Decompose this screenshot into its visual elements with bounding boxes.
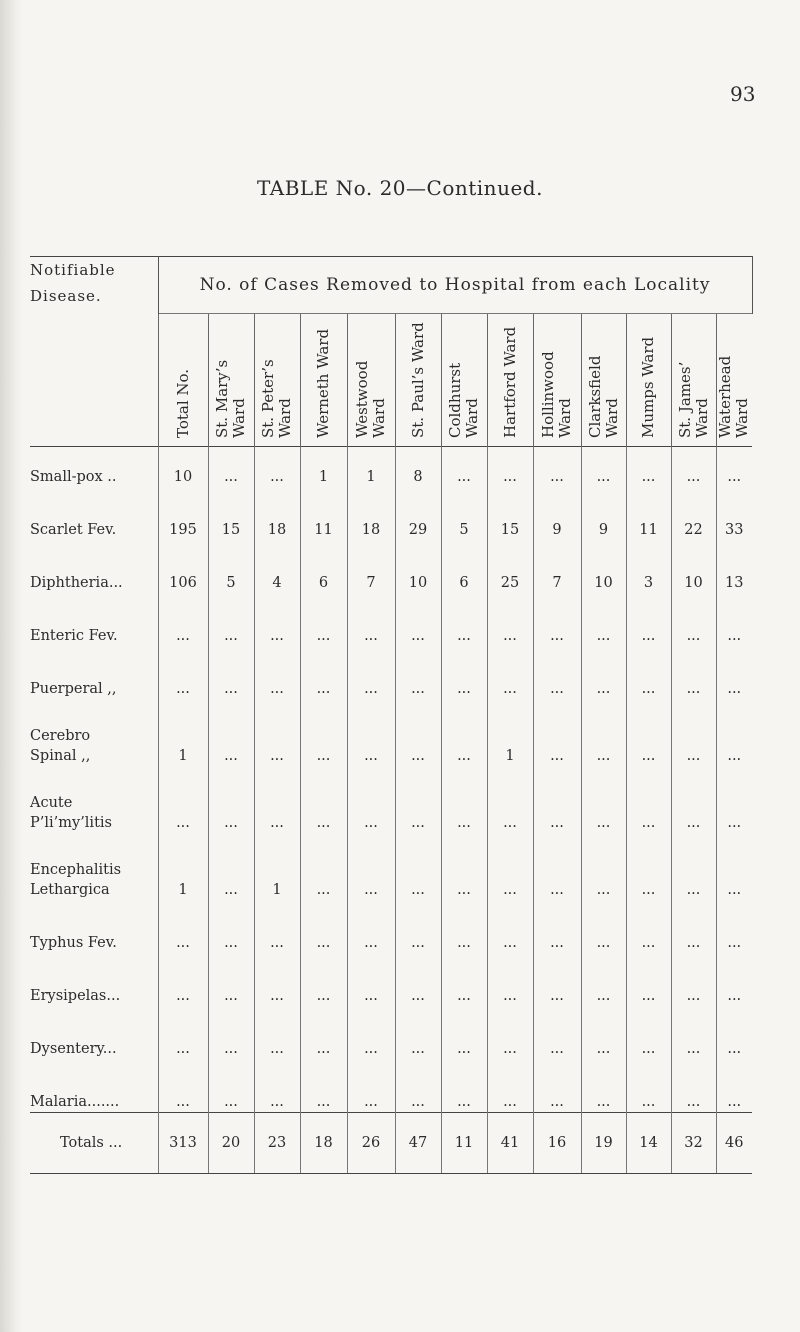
locality-header: No. of Cases Removed to Hospital from each Locality xyxy=(158,257,752,314)
cell-value: ... xyxy=(581,593,626,646)
column-header-label: Werneth Ward xyxy=(314,328,332,438)
table-row xyxy=(30,540,752,593)
cell-value: ... xyxy=(671,833,716,900)
cell-value: ... xyxy=(671,953,716,1006)
cell-value: ... xyxy=(158,1006,208,1059)
cell-value: ... xyxy=(441,593,487,646)
cell-value: ... xyxy=(671,900,716,953)
cell-value: ... xyxy=(671,447,716,487)
cell-value: ... xyxy=(671,593,716,646)
cell-value: ... xyxy=(208,593,254,646)
table-row xyxy=(30,487,752,540)
cell-value: ... xyxy=(395,833,441,900)
cell-value: 106 xyxy=(158,540,208,593)
column-header-label: St. Paul’s Ward xyxy=(408,322,427,438)
total-value: 18 xyxy=(300,1113,347,1174)
cell-value: ... xyxy=(626,1059,671,1113)
cell-value: ... xyxy=(487,900,533,953)
total-value: 32 xyxy=(671,1113,716,1174)
cell-value: ... xyxy=(716,953,752,1006)
cell-value: ... xyxy=(487,1006,533,1059)
cell-value: ... xyxy=(626,1006,671,1059)
cell-value: ... xyxy=(208,833,254,900)
cell-value: 7 xyxy=(533,540,581,593)
cell-value: ... xyxy=(487,953,533,1006)
cell-value: ... xyxy=(208,953,254,1006)
cell-value: ... xyxy=(716,447,752,487)
disease-name: Malaria....... xyxy=(30,1094,120,1110)
cell-value: ... xyxy=(533,593,581,646)
cell-value: ... xyxy=(300,593,347,646)
disease-name: Encephalitis Lethargica xyxy=(30,862,122,898)
cell-value: 9 xyxy=(581,487,626,540)
total-value: 47 xyxy=(395,1113,441,1174)
cell-value: ... xyxy=(533,646,581,699)
cell-value: ... xyxy=(441,833,487,900)
total-value: 14 xyxy=(626,1113,671,1174)
cell-value: ... xyxy=(254,646,300,699)
cell-value: ... xyxy=(208,900,254,953)
cell-value: ... xyxy=(487,593,533,646)
cell-value: ... xyxy=(487,1059,533,1113)
cell-value: ... xyxy=(533,1059,581,1113)
disease-name: Typhus Fev. xyxy=(30,935,117,951)
cell-value: ... xyxy=(581,953,626,1006)
cell-value: ... xyxy=(581,766,626,833)
cell-value: 18 xyxy=(347,487,395,540)
column-header-label: St. James’ Ward xyxy=(675,361,711,438)
column-header xyxy=(300,314,347,447)
cell-value: ... xyxy=(208,1006,254,1059)
cell-value: ... xyxy=(581,447,626,487)
cell-value: 3 xyxy=(626,540,671,593)
cell-value: ... xyxy=(487,833,533,900)
cell-value: ... xyxy=(716,1006,752,1059)
cell-value: ... xyxy=(533,900,581,953)
cell-value: 11 xyxy=(300,487,347,540)
cell-value: ... xyxy=(254,593,300,646)
cell-value: ... xyxy=(395,900,441,953)
cell-value: 25 xyxy=(487,540,533,593)
cell-value: ... xyxy=(626,900,671,953)
cell-value: ... xyxy=(533,766,581,833)
table-row xyxy=(30,699,752,766)
cell-value: ... xyxy=(671,646,716,699)
cell-value: ... xyxy=(158,1059,208,1113)
cell-value: 6 xyxy=(300,540,347,593)
cell-value: ... xyxy=(441,1006,487,1059)
total-value: 41 xyxy=(487,1113,533,1174)
cell-value: 10 xyxy=(158,447,208,487)
cell-value: ... xyxy=(254,1006,300,1059)
cell-value: ... xyxy=(158,593,208,646)
column-header xyxy=(208,314,254,447)
cell-value: ... xyxy=(347,900,395,953)
cell-value: ... xyxy=(716,900,752,953)
cell-value: ... xyxy=(347,593,395,646)
hospital-removals-table xyxy=(30,256,753,1174)
cell-value: ... xyxy=(254,447,300,487)
cell-value: ... xyxy=(716,646,752,699)
column-header xyxy=(626,314,671,447)
cell-value: ... xyxy=(300,699,347,766)
cell-value: ... xyxy=(716,699,752,766)
cell-value: 1 xyxy=(158,699,208,766)
table-title: TABLE No. 20—Continued. xyxy=(257,176,543,200)
cell-value: 1 xyxy=(158,833,208,900)
cell-value: ... xyxy=(254,699,300,766)
cell-value: 5 xyxy=(441,487,487,540)
disease-name: Small-pox .. xyxy=(30,469,117,485)
cell-value: ... xyxy=(441,1059,487,1113)
disease-name: Enteric Fev. xyxy=(30,628,118,644)
table-row xyxy=(30,1006,752,1059)
column-header-label: Coldhurst Ward xyxy=(446,362,481,438)
cell-value: ... xyxy=(671,1006,716,1059)
table-body xyxy=(30,447,752,1174)
cell-value: ... xyxy=(441,766,487,833)
cell-value: ... xyxy=(254,1059,300,1113)
cell-value: ... xyxy=(716,766,752,833)
total-value: 313 xyxy=(158,1113,208,1174)
cell-value: 1 xyxy=(254,833,300,900)
cell-value: ... xyxy=(208,447,254,487)
cell-value: ... xyxy=(716,1059,752,1113)
cell-value: ... xyxy=(581,646,626,699)
cell-value: ... xyxy=(487,766,533,833)
cell-value: ... xyxy=(158,900,208,953)
column-header xyxy=(671,314,716,447)
disease-name: Puerperal ,, xyxy=(30,681,117,697)
column-header-label: Hollinwood Ward xyxy=(539,351,574,438)
cell-value: ... xyxy=(254,766,300,833)
cell-value: ... xyxy=(441,447,487,487)
cell-value: 4 xyxy=(254,540,300,593)
column-header xyxy=(581,314,626,447)
cell-value: 15 xyxy=(487,487,533,540)
cell-value: ... xyxy=(626,646,671,699)
cell-value: ... xyxy=(158,766,208,833)
column-header-label: Mumps Ward xyxy=(639,336,657,438)
disease-name: Scarlet Fev. xyxy=(30,522,117,538)
cell-value: 195 xyxy=(158,487,208,540)
disease-column-header: Notifiable Disease. xyxy=(30,261,116,305)
cell-value: ... xyxy=(626,833,671,900)
cell-value: ... xyxy=(533,699,581,766)
cell-value: 5 xyxy=(208,540,254,593)
cell-value: ... xyxy=(254,953,300,1006)
column-header-label: Clarksfield Ward xyxy=(585,355,621,438)
column-header xyxy=(254,314,300,447)
table-row xyxy=(30,900,752,953)
page-number: 93 xyxy=(730,82,756,106)
column-header-label: Total No. xyxy=(173,368,192,438)
cell-value: ... xyxy=(347,766,395,833)
cell-value: ... xyxy=(158,953,208,1006)
table-row xyxy=(30,447,752,487)
cell-value: 22 xyxy=(671,487,716,540)
cell-value: ... xyxy=(158,646,208,699)
column-header-label: St. Mary’s Ward xyxy=(213,359,248,438)
cell-value: ... xyxy=(581,699,626,766)
column-header xyxy=(533,314,581,447)
cell-value: ... xyxy=(441,900,487,953)
cell-value: ... xyxy=(441,646,487,699)
cell-value: 10 xyxy=(671,540,716,593)
cell-value: ... xyxy=(347,953,395,1006)
cell-value: ... xyxy=(347,1006,395,1059)
cell-value: ... xyxy=(626,593,671,646)
cell-value: ... xyxy=(533,953,581,1006)
cell-value: 7 xyxy=(347,540,395,593)
total-value: 23 xyxy=(254,1113,300,1174)
table-row xyxy=(30,593,752,646)
table-row xyxy=(30,833,752,900)
disease-name: Erysipelas... xyxy=(30,988,121,1004)
column-header-label: Hartford Ward xyxy=(500,326,519,438)
total-value: 16 xyxy=(533,1113,581,1174)
cell-value: ... xyxy=(347,833,395,900)
cell-value: ... xyxy=(581,833,626,900)
total-value: 46 xyxy=(716,1113,752,1174)
cell-value: ... xyxy=(581,900,626,953)
cell-value: ... xyxy=(395,1059,441,1113)
cell-value: 9 xyxy=(533,487,581,540)
totals-row xyxy=(30,1113,752,1174)
cell-value: ... xyxy=(441,953,487,1006)
cell-value: ... xyxy=(671,699,716,766)
column-header xyxy=(347,314,395,447)
cell-value: 13 xyxy=(716,540,752,593)
cell-value: ... xyxy=(208,646,254,699)
cell-value: ... xyxy=(395,646,441,699)
cell-value: ... xyxy=(347,699,395,766)
cell-value: ... xyxy=(626,953,671,1006)
column-header xyxy=(441,314,487,447)
cell-value: ... xyxy=(208,699,254,766)
total-value: 20 xyxy=(208,1113,254,1174)
cell-value: ... xyxy=(300,1006,347,1059)
column-header-label: Westwood Ward xyxy=(353,360,388,438)
cell-value: ... xyxy=(395,766,441,833)
cell-value: ... xyxy=(254,900,300,953)
cell-value: ... xyxy=(347,1059,395,1113)
disease-name: Acute P’li’my’litis xyxy=(30,795,112,831)
cell-value: 6 xyxy=(441,540,487,593)
cell-value: ... xyxy=(533,447,581,487)
disease-name: Cerebro Spinal ,, xyxy=(30,728,91,764)
cell-value: 29 xyxy=(395,487,441,540)
column-header xyxy=(395,314,441,447)
cell-value: ... xyxy=(533,833,581,900)
table-row xyxy=(30,1059,752,1113)
cell-value: ... xyxy=(671,1059,716,1113)
column-header xyxy=(158,314,208,447)
disease-name: Diphtheria... xyxy=(30,575,123,591)
cell-value: ... xyxy=(347,646,395,699)
total-value: 11 xyxy=(441,1113,487,1174)
cell-value: ... xyxy=(300,833,347,900)
total-value: 26 xyxy=(347,1113,395,1174)
cell-value: 33 xyxy=(716,487,752,540)
cell-value: ... xyxy=(716,593,752,646)
total-value: 19 xyxy=(581,1113,626,1174)
disease-name: Dysentery... xyxy=(30,1041,117,1057)
column-header-label: Waterhead Ward xyxy=(716,355,752,438)
table-row xyxy=(30,646,752,699)
cell-value: ... xyxy=(395,593,441,646)
cell-value: ... xyxy=(300,646,347,699)
totals-label: Totals ... xyxy=(30,1113,158,1174)
cell-value: ... xyxy=(581,1006,626,1059)
cell-value: 10 xyxy=(395,540,441,593)
column-header xyxy=(487,314,533,447)
cell-value: ... xyxy=(300,766,347,833)
cell-value: ... xyxy=(716,833,752,900)
cell-value: ... xyxy=(395,699,441,766)
cell-value: ... xyxy=(395,953,441,1006)
cell-value: ... xyxy=(581,1059,626,1113)
cell-value: 11 xyxy=(626,487,671,540)
table-row xyxy=(30,953,752,1006)
cell-value: ... xyxy=(300,900,347,953)
column-header-label: St. Peter’s Ward xyxy=(259,359,294,438)
cell-value: ... xyxy=(626,766,671,833)
column-header xyxy=(716,314,752,447)
table-row xyxy=(30,766,752,833)
cell-value: ... xyxy=(533,1006,581,1059)
cell-value: ... xyxy=(208,1059,254,1113)
cell-value: ... xyxy=(208,766,254,833)
cell-value: 1 xyxy=(487,699,533,766)
cell-value: ... xyxy=(626,699,671,766)
cell-value: ... xyxy=(300,1059,347,1113)
cell-value: ... xyxy=(626,447,671,487)
cell-value: ... xyxy=(395,1006,441,1059)
cell-value: 1 xyxy=(300,447,347,487)
cell-value: 1 xyxy=(347,447,395,487)
cell-value: 8 xyxy=(395,447,441,487)
cell-value: ... xyxy=(487,646,533,699)
cell-value: ... xyxy=(300,953,347,1006)
cell-value: 18 xyxy=(254,487,300,540)
cell-value: ... xyxy=(441,699,487,766)
cell-value: 10 xyxy=(581,540,626,593)
cell-value: 15 xyxy=(208,487,254,540)
cell-value: ... xyxy=(671,766,716,833)
cell-value: ... xyxy=(487,447,533,487)
